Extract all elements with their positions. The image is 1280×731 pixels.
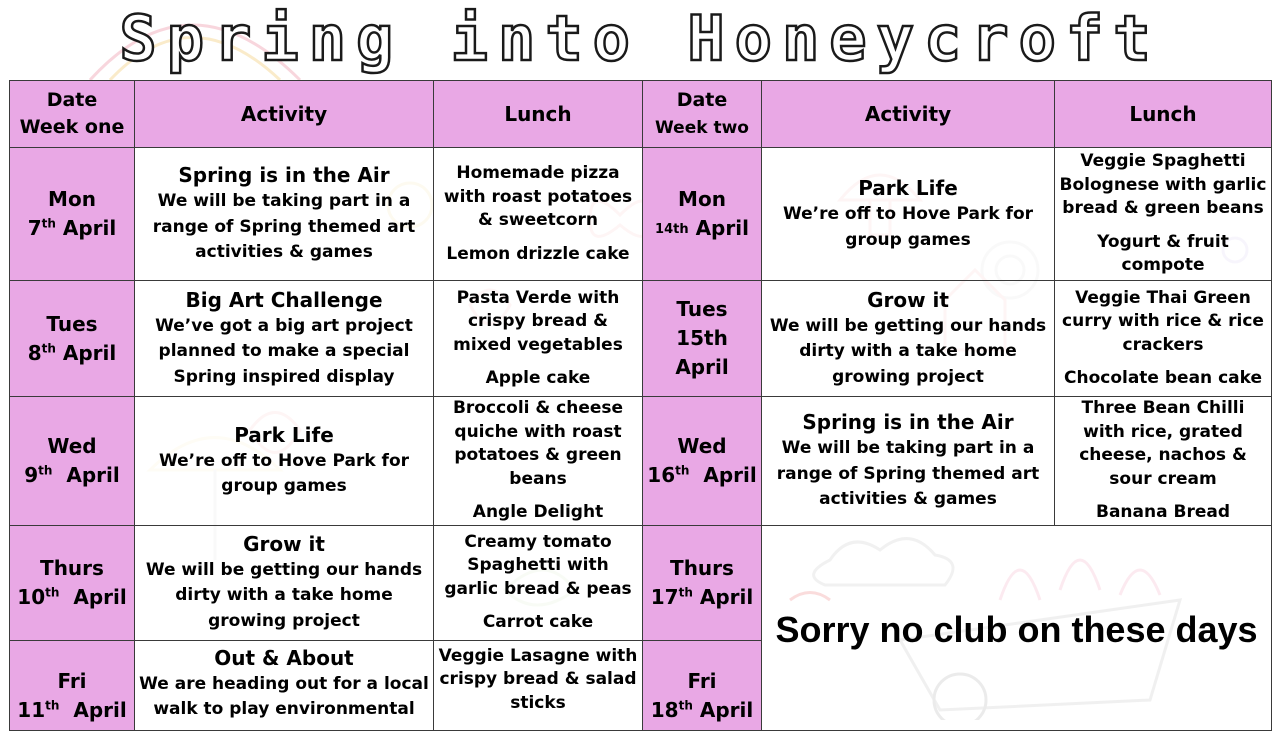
activity-description: We will be taking part in a range of Spring themed art activities & games (776, 438, 1040, 509)
header-lunch-week-two: Lunch (1055, 81, 1272, 148)
lunch-dessert: Yogurt & fruit compote (1097, 231, 1229, 276)
day-suffix: th (38, 463, 53, 478)
activity-title: Spring is in the Air (802, 410, 1014, 434)
activity-description: We will be getting our hands dirty with a take home growing project (769, 315, 1047, 387)
month: April (66, 462, 120, 487)
lunch-dessert: Angle Delight (472, 502, 604, 522)
lunch-main: Veggie Lasagne with crispy bread & salad sticks (438, 645, 638, 713)
day-number: 18 (650, 697, 679, 722)
activity-description: We’re off to Hove Park for group games (782, 204, 1034, 250)
month: April (62, 216, 117, 240)
activity-title: Out & About (214, 645, 354, 670)
date-cell (10, 281, 135, 397)
activity-description: We will be getting our hands dirty with a take home growing project (145, 559, 423, 631)
day-name: Fri (687, 668, 717, 693)
activity-cell (135, 640, 434, 730)
lunch-dessert: Chocolate bean cake (1063, 368, 1262, 388)
day-number: 9 (24, 462, 39, 487)
date-cell (10, 148, 135, 281)
date-cell (643, 397, 762, 526)
activity-title: Grow it (243, 531, 325, 556)
month: April (73, 697, 127, 722)
activity-title: Park Life (858, 176, 958, 200)
activity-title: Big Art Challenge (185, 287, 383, 312)
header-lunch-week-one: Lunch (434, 81, 643, 148)
day-suffix: 14th (655, 222, 689, 237)
no-club-notice (762, 525, 1272, 730)
lunch-cell (1055, 281, 1272, 397)
date-cell (643, 640, 762, 730)
date-cell (10, 397, 135, 526)
table-row (10, 397, 1272, 526)
day-suffix: th (41, 216, 56, 231)
activity-cell (135, 281, 434, 397)
activity-description: We’ve got a big art project planned to make a special Spring inspired display (155, 315, 413, 387)
day-name: Tues (46, 311, 98, 336)
day-suffix: th (678, 697, 693, 712)
month: April (699, 584, 754, 609)
activity-cell (762, 281, 1055, 397)
day-suffix: th (45, 697, 60, 712)
lunch-cell (1055, 397, 1272, 526)
lunch-cell (434, 148, 643, 281)
date-cell (643, 525, 762, 640)
activity-description: We are heading out for a local walk to play environmental (139, 673, 429, 719)
month: April (62, 340, 117, 365)
activity-title: Spring is in the Air (178, 163, 390, 188)
table-row (10, 525, 1272, 640)
lunch-cell (434, 281, 643, 397)
page-title-text: Spring into Honeycroft (119, 2, 1161, 75)
day-suffix: th (675, 463, 690, 478)
header-activity-week-two: Activity (762, 81, 1055, 148)
table-row (10, 148, 1272, 281)
header-date-label: Date (46, 89, 98, 111)
date-cell (643, 281, 762, 397)
no-club-message: Sorry no club on these days (775, 608, 1258, 650)
activity-description: We’re off to Hove Park for group games (158, 450, 410, 497)
lunch-dessert: Apple cake (485, 368, 591, 388)
lunch-dessert: Banana Bread (1095, 502, 1230, 522)
activity-title: Grow it (867, 287, 949, 312)
lunch-main: Veggie Thai Green curry with rice & rice crackers (1062, 287, 1264, 355)
day-number: 8 (27, 340, 42, 365)
day-number: 16 (647, 462, 676, 487)
activity-cell (762, 397, 1055, 526)
month: April (73, 584, 127, 609)
header-activity-week-one: Activity (135, 81, 434, 148)
lunch-dessert: Lemon drizzle cake (446, 243, 630, 264)
day-suffix: th (45, 584, 60, 599)
header-week-label: Week one (19, 116, 125, 138)
day-name: Thurs (670, 555, 734, 580)
month: April (703, 462, 757, 487)
lunch-cell (1055, 148, 1272, 281)
day-name: Tues (676, 297, 728, 321)
day-name: Mon (48, 187, 96, 211)
day-suffix: th (678, 584, 693, 599)
lunch-main: Broccoli & cheese quiche with roast potatoes & green beans (452, 398, 624, 489)
day-name: Thurs (40, 555, 104, 580)
lunch-main: Veggie Spaghetti Bolognese with garlic bread & green beans (1059, 151, 1267, 219)
table-row (10, 281, 1272, 397)
header-row (10, 81, 1272, 148)
activity-description: We will be taking part in a range of Spring themed art activities & games (152, 191, 416, 263)
day-name: Wed (677, 433, 727, 458)
month: April (699, 697, 754, 722)
lunch-main: Creamy tomato Spaghetti with garlic bread & peas (444, 531, 632, 599)
day-suffix: th (41, 340, 56, 355)
month: April (675, 355, 729, 379)
day-number: 17 (650, 584, 679, 609)
date-cell (643, 148, 762, 281)
lunch-main: Three Bean Chilli with rice, grated cheese, nachos & sour cream (1079, 398, 1247, 489)
day-name: Mon (678, 187, 726, 211)
lunch-cell (434, 397, 643, 526)
holiday-club-schedule (9, 80, 1272, 731)
day-number: 11 (17, 697, 46, 722)
header-date-label: Date (676, 88, 728, 111)
activity-title: Park Life (234, 422, 334, 447)
lunch-cell (434, 525, 643, 640)
lunch-cell (434, 640, 643, 730)
activity-cell (135, 525, 434, 640)
lunch-dessert: Carrot cake (482, 612, 594, 632)
date-cell (10, 525, 135, 640)
lunch-main: Pasta Verde with crispy bread & mixed vegetables (453, 287, 623, 355)
header-date-week-two (643, 81, 762, 148)
activity-cell (762, 148, 1055, 281)
day-name: Wed (47, 433, 97, 458)
header-week-label: Week two (655, 117, 749, 138)
header-date-week-one (10, 81, 135, 148)
month: April (695, 216, 749, 240)
day-number: 15th (676, 326, 728, 350)
lunch-main: Homemade pizza with roast potatoes & sweetcorn (443, 163, 633, 230)
activity-cell (135, 148, 434, 281)
activity-cell (135, 397, 434, 526)
date-cell (10, 640, 135, 730)
day-number: 7 (27, 216, 42, 240)
day-number: 10 (17, 584, 46, 609)
page-title (0, 0, 1280, 80)
day-name: Fri (57, 668, 87, 693)
